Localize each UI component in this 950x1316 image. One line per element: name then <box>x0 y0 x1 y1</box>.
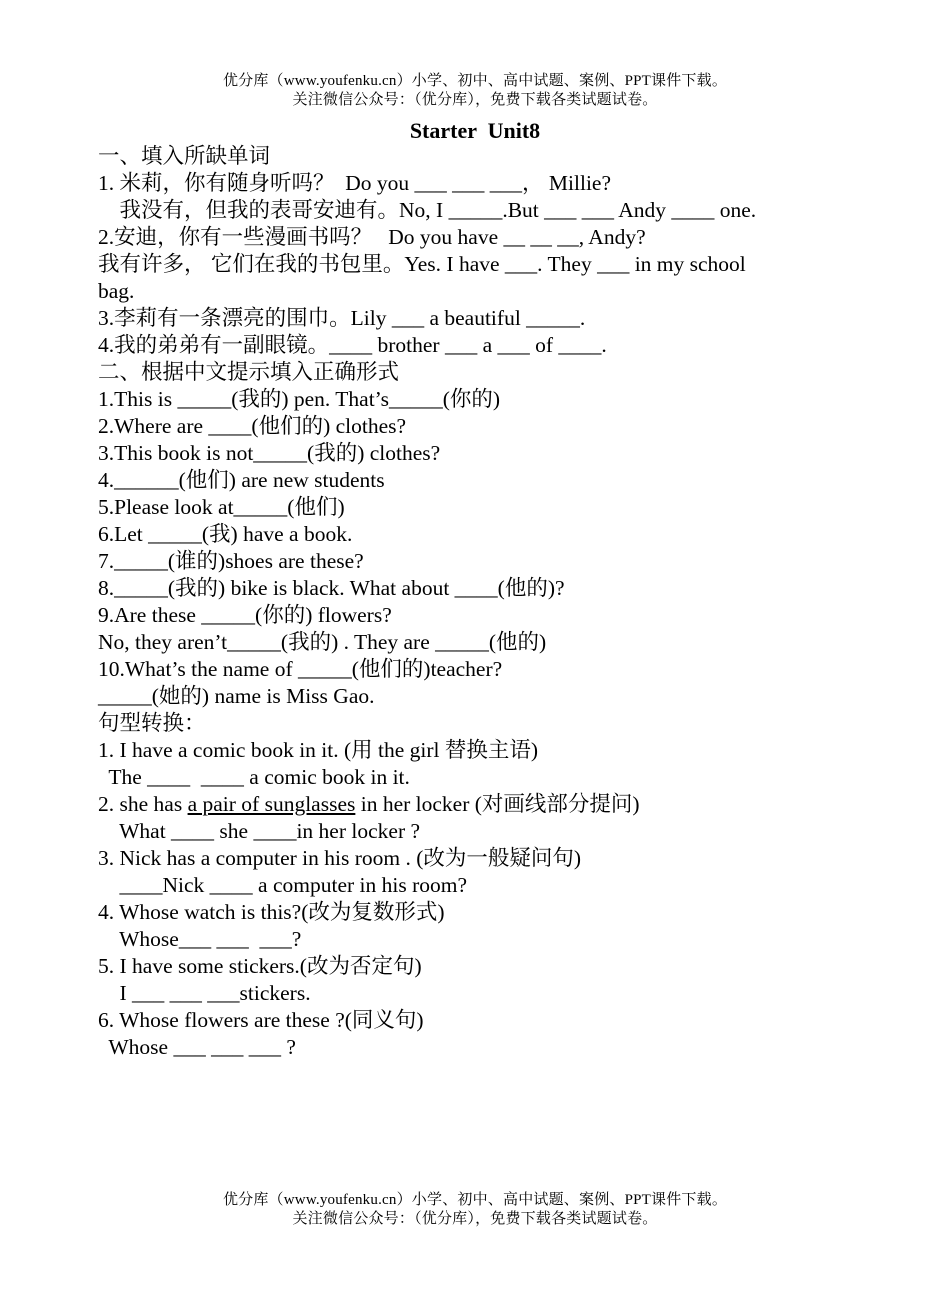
exercise-line: 10.What’s the name of _____(他们的)teacher? <box>98 657 503 681</box>
exercise-line: No, they aren’t_____(我的) . They are _____(他的) <box>98 630 547 654</box>
exercise-line: 5.Please look at_____(他们) <box>98 495 345 519</box>
exercise-line: 1. I have a comic book in it. (用 the girl 替换主语) <box>98 738 539 762</box>
line-text-before: 2. she has <box>98 792 188 816</box>
underlined-phrase: a pair of sunglasses <box>187 792 356 816</box>
exercise-line: 2.安迪，你有一些漫画书吗？ Do you have __ __ __, Andy? <box>98 225 646 249</box>
line-text-after: in her locker (对画线部分提问) <box>355 792 640 816</box>
exercise-line: 我有许多， 它们在我的书包里。Yes. I have ___. They ___ in my school <box>98 252 746 276</box>
exercise-line: 5. I have some stickers.(改为否定句) <box>98 954 422 978</box>
exercise-line: 3. Nick has a computer in his room . (改为一般疑问句) <box>98 846 582 870</box>
exercise-line: What ____ she ____in her locker ? <box>98 819 421 843</box>
exercise-line: 4.______(他们) are new students <box>98 468 385 492</box>
exercise-line: _____(她的) name is Miss Gao. <box>98 684 375 708</box>
exercise-line: 我没有，但我的表哥安迪有。No, I _____.But ___ ___ Andy ____ one. <box>98 198 757 222</box>
footer-line-1: 优分库（www.youfenku.cn）小学、初中、高中试题、案例、PPT课件下载。 <box>222 1192 728 1208</box>
exercise-line: I ___ ___ ___stickers. <box>98 981 311 1005</box>
exercise-line: 句型转换： <box>98 711 206 735</box>
exercise-line: 8._____(我的) bike is black. What about ____(他的)? <box>98 576 565 600</box>
exercise-line: Whose___ ___ ___? <box>98 927 302 951</box>
exercise-line: ____Nick ____ a computer in his room? <box>98 873 468 897</box>
exercise-line: 2.Where are ____(他们的) clothes? <box>98 414 407 438</box>
page-header <box>0 72 950 110</box>
exercise-line: 二、根据中文提示填入正确形式 <box>98 360 400 384</box>
exercise-line: 3.This book is not_____(我的) clothes? <box>98 441 441 465</box>
exercise-line: 1. 米莉，你有随身听吗？ Do you ___ ___ ___， Millie? <box>98 171 611 195</box>
header-line-1: 优分库（www.youfenku.cn）小学、初中、高中试题、案例、PPT课件下载。 <box>222 73 728 89</box>
exercise-body <box>98 143 858 1061</box>
exercise-line: 9.Are these _____(你的) flowers? <box>98 603 392 627</box>
footer-line-2: 关注微信公众号：（优分库），免费下载各类试题试卷。 <box>292 1211 658 1227</box>
exercise-line: bag. <box>98 279 135 303</box>
exercise-line: 6. Whose flowers are these ?(同义句) <box>98 1008 424 1032</box>
exercise-line: 6.Let _____(我) have a book. <box>98 522 353 546</box>
header-line-2: 关注微信公众号：（优分库），免费下载各类试题试卷。 <box>292 92 658 108</box>
exercise-line <box>98 791 858 818</box>
exercise-line: 3.李莉有一条漂亮的围巾。Lily ___ a beautiful _____. <box>98 306 586 330</box>
exercise-line: 4. Whose watch is this?(改为复数形式) <box>98 900 445 924</box>
exercise-line: The ____ ____ a comic book in it. <box>98 765 410 789</box>
exercise-line: 7._____(谁的)shoes are these? <box>98 549 364 573</box>
exercise-line: 1.This is _____(我的) pen. That’s_____(你的) <box>98 387 501 411</box>
exercise-line: 一、填入所缺单词 <box>98 144 271 168</box>
exercise-line: 4.我的弟弟有一副眼镜。____ brother ___ a ___ of ____. <box>98 333 607 357</box>
exercise-line: Whose ___ ___ ___ ? <box>98 1035 296 1059</box>
document-title: Starter Unit8 <box>409 118 541 143</box>
page-footer <box>0 1191 950 1229</box>
